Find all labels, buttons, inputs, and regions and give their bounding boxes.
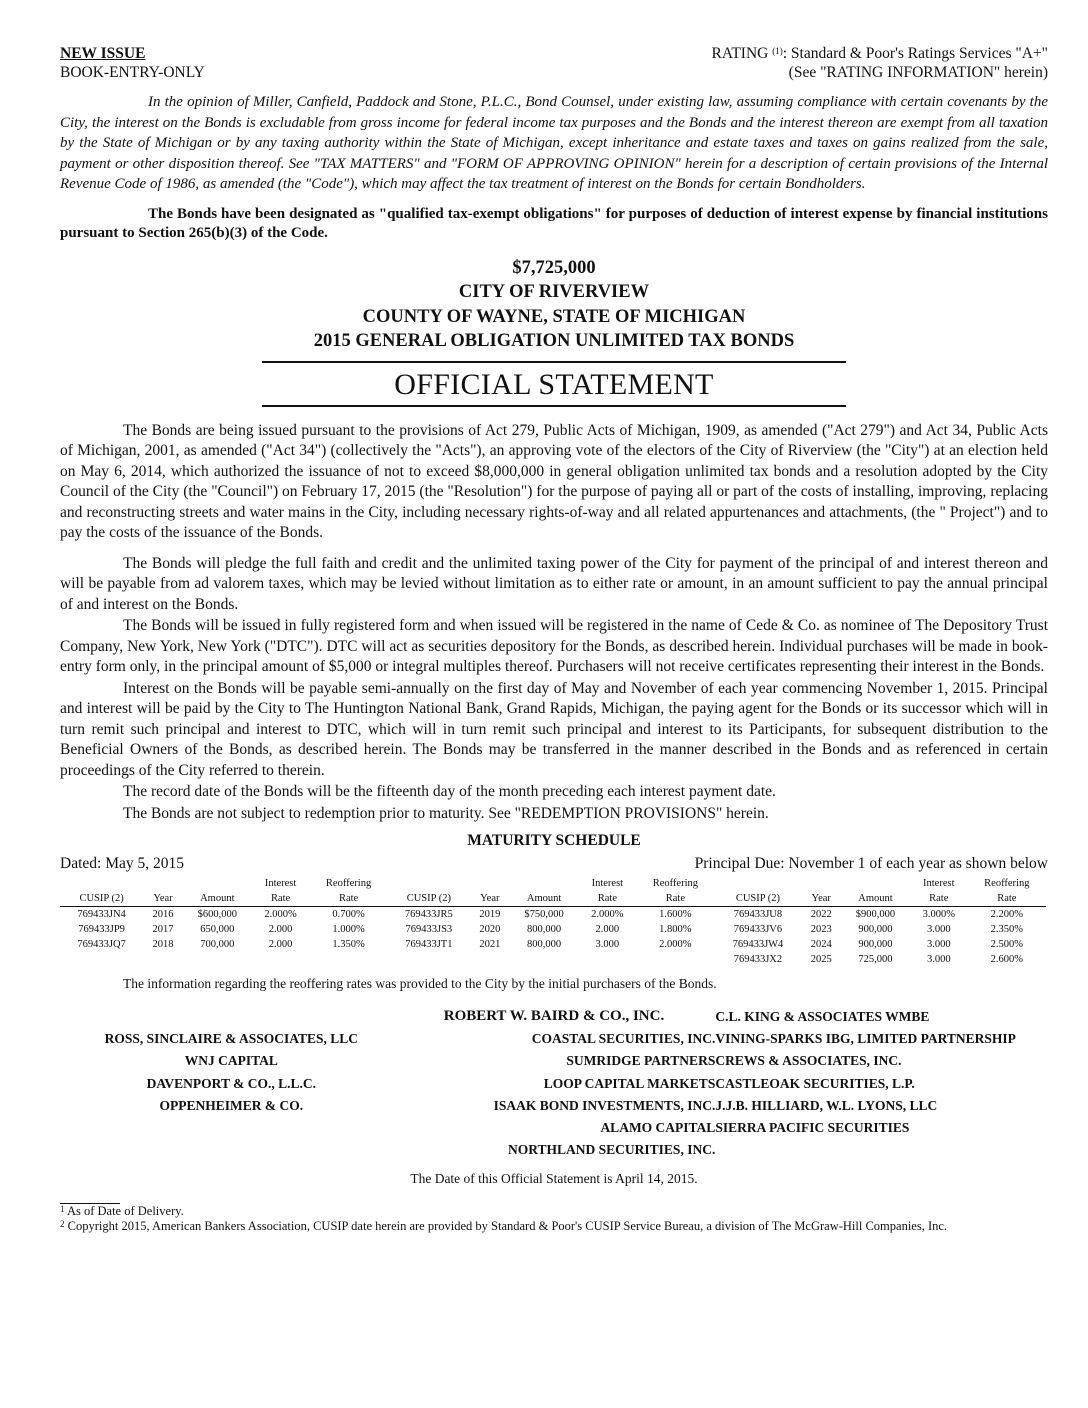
footnotes (60, 1204, 1048, 1233)
table-row: 769433JQ7 2018 700,000 2.000 1.350% 769433JT1 2021 800,000 3.000 2.000% 769433JW4 2024 900,000 3.000 2.500% (77, 939, 1023, 950)
table-row: 769433JN4 2016 $600,000 2.000% 0.700% 769433JR5 2019 $750,000 2.000% 1.600% 769433JU8 2022 $900,000 3.000% 2.200% (77, 909, 1023, 920)
column-header: Reoffering (325, 878, 372, 889)
column-header: Amount (183, 891, 252, 907)
column-header: CUSIP (2) (388, 891, 470, 907)
underwriter-name: WNJ CAPITAL (184, 1053, 278, 1069)
column-header: Rate (252, 891, 310, 907)
column-header: Year (470, 891, 510, 907)
underwriter-name (70, 1117, 393, 1139)
maturity-schedule-subheader (60, 855, 1048, 873)
underwriter-name: SIERRA PACIFIC SECURITIES (715, 1120, 910, 1136)
maturity-schedule-title: MATURITY SCHEDULE (467, 832, 641, 849)
paragraph-authorization: The Bonds are being issued pursuant to the provisions of Act 279, Public Acts of Michigan, 1909, as amended ("Act 279") and Act 34, Public Acts of Michigan, 2001, as amended ("Act 34") (collectively the "Acts"), an approving vote of the electors of the City of Riverview (the "City") at an election held on May 6, 2014, which authorized the issuance of not to exceed $8,000,000 in general obligation unlimited tax bonds and a resolution adopted by the City Council of the City (the "Council") on February 17, 2015 (the "Resolution") for the purpose of paying all or part of the costs of installing, improving, replacing and reconstructing streets and water mains in the City, including necessary rights-of-way and all related appurtenances and attachments, (the " Project") and to pay the costs of the issuance of the Bonds. (60, 421, 1048, 541)
column-header: Interest (923, 878, 955, 889)
footnote-2: $^2$ Copyright 2015, American Bankers Association, CUSIP date herein are provided by Standard & Poor's CUSIP Service Bureau, a division of The McGraw-Hill Companies, Inc. (60, 1218, 948, 1233)
underwriter-name: LOOP CAPITAL MARKETS (543, 1075, 716, 1091)
table-header-row-top (60, 876, 1046, 891)
rating-reference: (See "RATING INFORMATION" herein) (788, 64, 1048, 81)
document-title: OFFICIAL STATEMENT (394, 367, 714, 401)
paragraph-book-entry: The Bonds will be issued in fully registered form and when issued will be registered in the name of Cede & Co. as nominee of The Depository Trust Company, New York, New York ("DTC"). DTC will act as securities depository for the Bonds, as described herein. Individual purchases will be made in book-entry form only, in the principal amount of $5,000 or integral multiples thereof. Purchasers will not receive certificates representing their interest in the Bonds. (60, 617, 1048, 675)
bond-counsel-opinion: In the opinion of Miller, Canfield, Paddock and Stone, P.L.C., Bond Counsel, under existing law, assuming compliance with certain covenants by the City, the interest on the Bonds is excludable from gross income for federal income tax purposes and the Bonds and the interest thereon are exempt from all taxation by the State of Michigan or by any taxing authority within the State of Michigan, except inheritance and estate taxes and taxes on gains realized from the sale, payment or other disposition thereof. See "TAX MATTERS" and "FORM OF APPROVING OPINION" herein for a description of certain provisions of the Internal Revenue Code of 1986, as amended (the "Code"), which may affect the tax treatment of interest on the Bonds for certain Bondholders. (60, 94, 1048, 192)
underwriters-list (60, 1006, 1048, 1161)
underwriter-name: CASTLEOAK SECURITIES, L.P. (715, 1075, 915, 1091)
issue-title-block (60, 256, 1048, 354)
official-statement-page (60, 44, 1048, 1233)
underwriter-name: ISAAK BOND INVESTMENTS, INC. (493, 1097, 716, 1113)
paragraph-security: The Bonds will pledge the full faith and credit and the unlimited taxing power of the City for payment of the principal of and interest thereon and will be payable from ad valorem taxes, which may be levied without limitation as to either rate or amount, in an amount sufficient to pay the annual principal of and interest on the Bonds. (60, 554, 1048, 613)
introductory-paragraphs (60, 421, 1048, 825)
lead-underwriter: ROBERT W. BAIRD & CO., INC. (443, 1008, 665, 1024)
issuer-name: CITY OF RIVERVIEW (458, 282, 650, 302)
paragraph-redemption: The Bonds are not subject to redemption prior to maturity. See "REDEMPTION PROVISIONS" herein. (123, 804, 769, 822)
column-header: Interest (591, 878, 624, 889)
column-header: Amount (841, 891, 910, 907)
paragraph-record-date: The record date of the Bonds will be the fifteenth day of the month preceding each interest payment date. (123, 783, 776, 800)
issue-amount: $7,725,000 (512, 257, 596, 278)
underwriter-name: ALAMO CAPITAL (600, 1120, 716, 1136)
column-header: CUSIP (2) (60, 891, 143, 907)
table-header-row (60, 891, 1046, 907)
rating-footnote-marker: (1) (772, 46, 783, 56)
paragraph-interest: Interest on the Bonds will be payable semi-annually on the first day of May and November of each year commencing November 1, 2015. Principal and interest will be paid by the City to The Huntington National Bank, Grand Rapids, Michigan, the paying agent for the Bonds or its successor which will in turn remit such principal and interest to DTC, which will in turn remit such principal and interest to its Participants, for subsequent distribution to the Beneficial Owners of the Bonds, as described herein. The Bonds may be transferred in the manner described in the Bonds and as referenced in certain proceedings of the City referred to therein. (60, 679, 1048, 779)
table-row: 769433JP9 2017 650,000 2.000 1.000% 769433JS3 2020 800,000 2.000 1.800% 769433JV6 2023 900,000 3.000 2.350% (78, 924, 1023, 935)
table-row: 769433JX2 2025 725,000 3.000 2.600% (733, 954, 1023, 965)
underwriter-name: OPPENHEIMER & CO. (159, 1097, 304, 1113)
column-header: Year (801, 891, 841, 907)
book-entry-label: BOOK-ENTRY-ONLY (60, 64, 205, 81)
column-header: Reoffering (652, 878, 698, 889)
column-header: Rate (968, 891, 1046, 907)
issuer-county: COUNTY OF WAYNE, STATE OF MICHIGAN (362, 306, 746, 327)
underwriter-name: ROSS, SINCLAIRE & ASSOCIATES, LLC (104, 1031, 358, 1047)
underwriter-name (70, 1139, 393, 1161)
principal-due: Principal Due: November 1 of each year as shown below (694, 855, 1048, 872)
underwriter-name: SUMRIDGE PARTNERS (566, 1053, 716, 1069)
underwriter-name: J.J.B. HILLIARD, W.L. LYONS, LLC (715, 1097, 938, 1113)
title-rule-bottom (262, 405, 846, 407)
reoffering-note: The information regarding the reoffering rates was provided to the City by the initial purchasers of the Bonds. (123, 976, 717, 991)
column-header: Interest (264, 878, 297, 889)
statement-date: The Date of this Official Statement is April 14, 2015. (410, 1171, 698, 1187)
column-header: Reoffering (984, 878, 1030, 889)
footnote-1: $^1$ As of Date of Delivery. (60, 1204, 184, 1219)
column-header: Rate (910, 891, 968, 907)
qualified-tax-exempt-notice: The Bonds have been designated as "qualified tax-exempt obligations" for purposes of deduction of interest expense by financial institutions pursuant to Section 265(b)(3) of the Code. (60, 205, 1048, 241)
underwriter-name: COASTAL SECURITIES, INC. (531, 1031, 716, 1047)
column-header: Rate (579, 891, 637, 907)
rating-line: RATING $^{(1)}$: Standard & Poor's Ratings Services "A+" (711, 45, 1048, 62)
column-header: Rate (636, 891, 714, 907)
underwriter-name: NORTHLAND SECURITIES, INC. (508, 1142, 716, 1158)
column-header: CUSIP (2) (714, 891, 801, 907)
maturity-table (60, 876, 1046, 967)
dated-date: Dated: May 5, 2015 (60, 855, 184, 872)
underwriter-name: VINING-SPARKS IBG, LIMITED PARTNERSHIP (715, 1031, 1016, 1047)
underwriter-name: DAVENPORT & CO., L.L.C. (146, 1075, 316, 1091)
underwriter-name: C.L. KING & ASSOCIATES WMBE (715, 1009, 930, 1024)
column-header: Rate (309, 891, 387, 907)
bond-series-title: 2015 GENERAL OBLIGATION UNLIMITED TAX BONDS (313, 331, 795, 351)
new-issue-label: NEW ISSUE (60, 45, 146, 62)
underwriter-name: CREWS & ASSOCIATES, INC. (715, 1053, 902, 1069)
cover-header (60, 44, 1048, 82)
column-header: Amount (510, 891, 579, 907)
column-header: Year (143, 891, 183, 907)
title-rule-top (262, 361, 846, 363)
